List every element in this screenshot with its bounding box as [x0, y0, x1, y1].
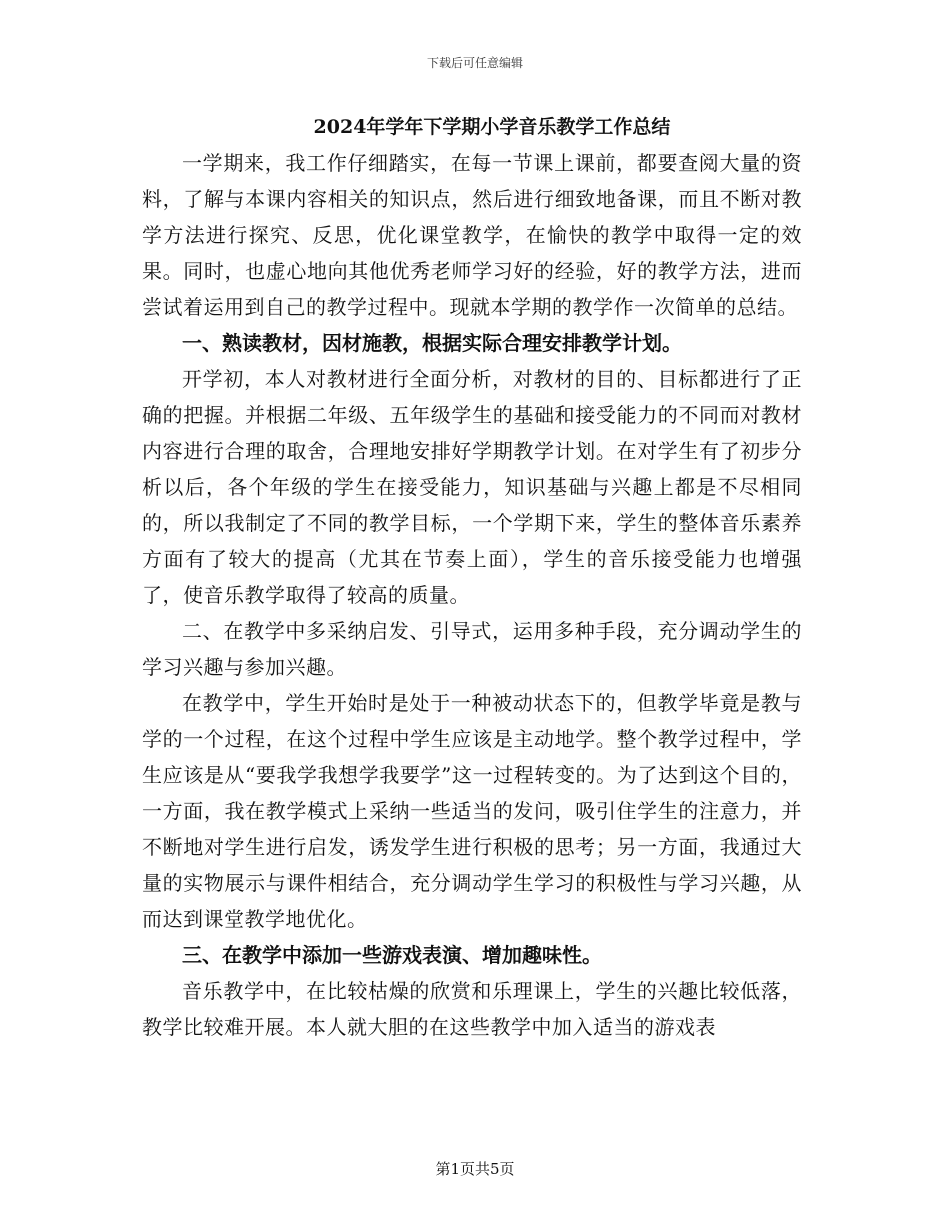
- document-title: 2024年学年下学期小学音乐教学工作总结: [313, 116, 671, 138]
- section-2-heading: 二、在教学中多采纳启发、引导式，运用多种手段，充分调动学生的学习兴趣与参加兴趣。: [142, 619, 802, 679]
- section-3-heading: 三、在教学中添加一些游戏表演、增加趣味性。: [182, 943, 602, 967]
- page-number: 第1页共5页: [435, 1160, 515, 1178]
- document-body: [142, 112, 802, 1045]
- section-3-body: 音乐教学中，在比较枯燥的欣赏和乐理课上，学生的兴趣比较低落，教学比较难开展。本人就大胆的在这些教学中加入适当的游戏表: [142, 979, 802, 1039]
- section-1-body: 开学初，本人对教材进行全面分析，对教材的目的、目标都进行了正确的把握。并根据二年级、五年级学生的基础和接受能力的不同而对教材内容进行合理的取舍，合理地安排好学期教学计划。在对学生有了初步分析以后，各个年级的学生在接受能力，知识基础与兴趣上都是不尽相同的，所以我制定了不同的教学目标，一个学期下来，学生的整体音乐素养方面有了较大的提高（尤其在节奏上面），学生的音乐接受能力也增强了，使音乐教学取得了较高的质量。: [142, 367, 802, 607]
- section-2-body: 在教学中，学生开始时是处于一种被动状态下的，但教学毕竟是教与学的一个过程，在这个过程中学生应该是主动地学。整个教学过程中，学生应该是从“要我学我想学我要学”这一过程转变的。为了达到这个目的，一方面，我在教学模式上采纳一些适当的发问，吸引住学生的注意力，并不断地对学生进行启发，诱发学生进行积极的思考；另一方面，我通过大量的实物展示与课件相结合，充分调动学生学习的积极性与学习兴趣，从而达到课堂教学地优化。: [142, 691, 802, 931]
- intro-paragraph: 一学期来，我工作仔细踏实，在每一节课上课前，都要查阅大量的资料，了解与本课内容相关的知识点，然后进行细致地备课，而且不断对教学方法进行探究、反思，优化课堂教学，在愉快的教学中取得一定的效果。同时，也虚心地向其他优秀老师学习好的经验，好的教学方法，进而尝试着运用到自己的教学过程中。现就本学期的教学作一次简单的总结。: [142, 151, 802, 319]
- header-note: 下载后可任意编辑: [426, 56, 523, 70]
- section-1-heading: 一、熟读教材，因材施教，根据实际合理安排教学计划。: [182, 331, 682, 355]
